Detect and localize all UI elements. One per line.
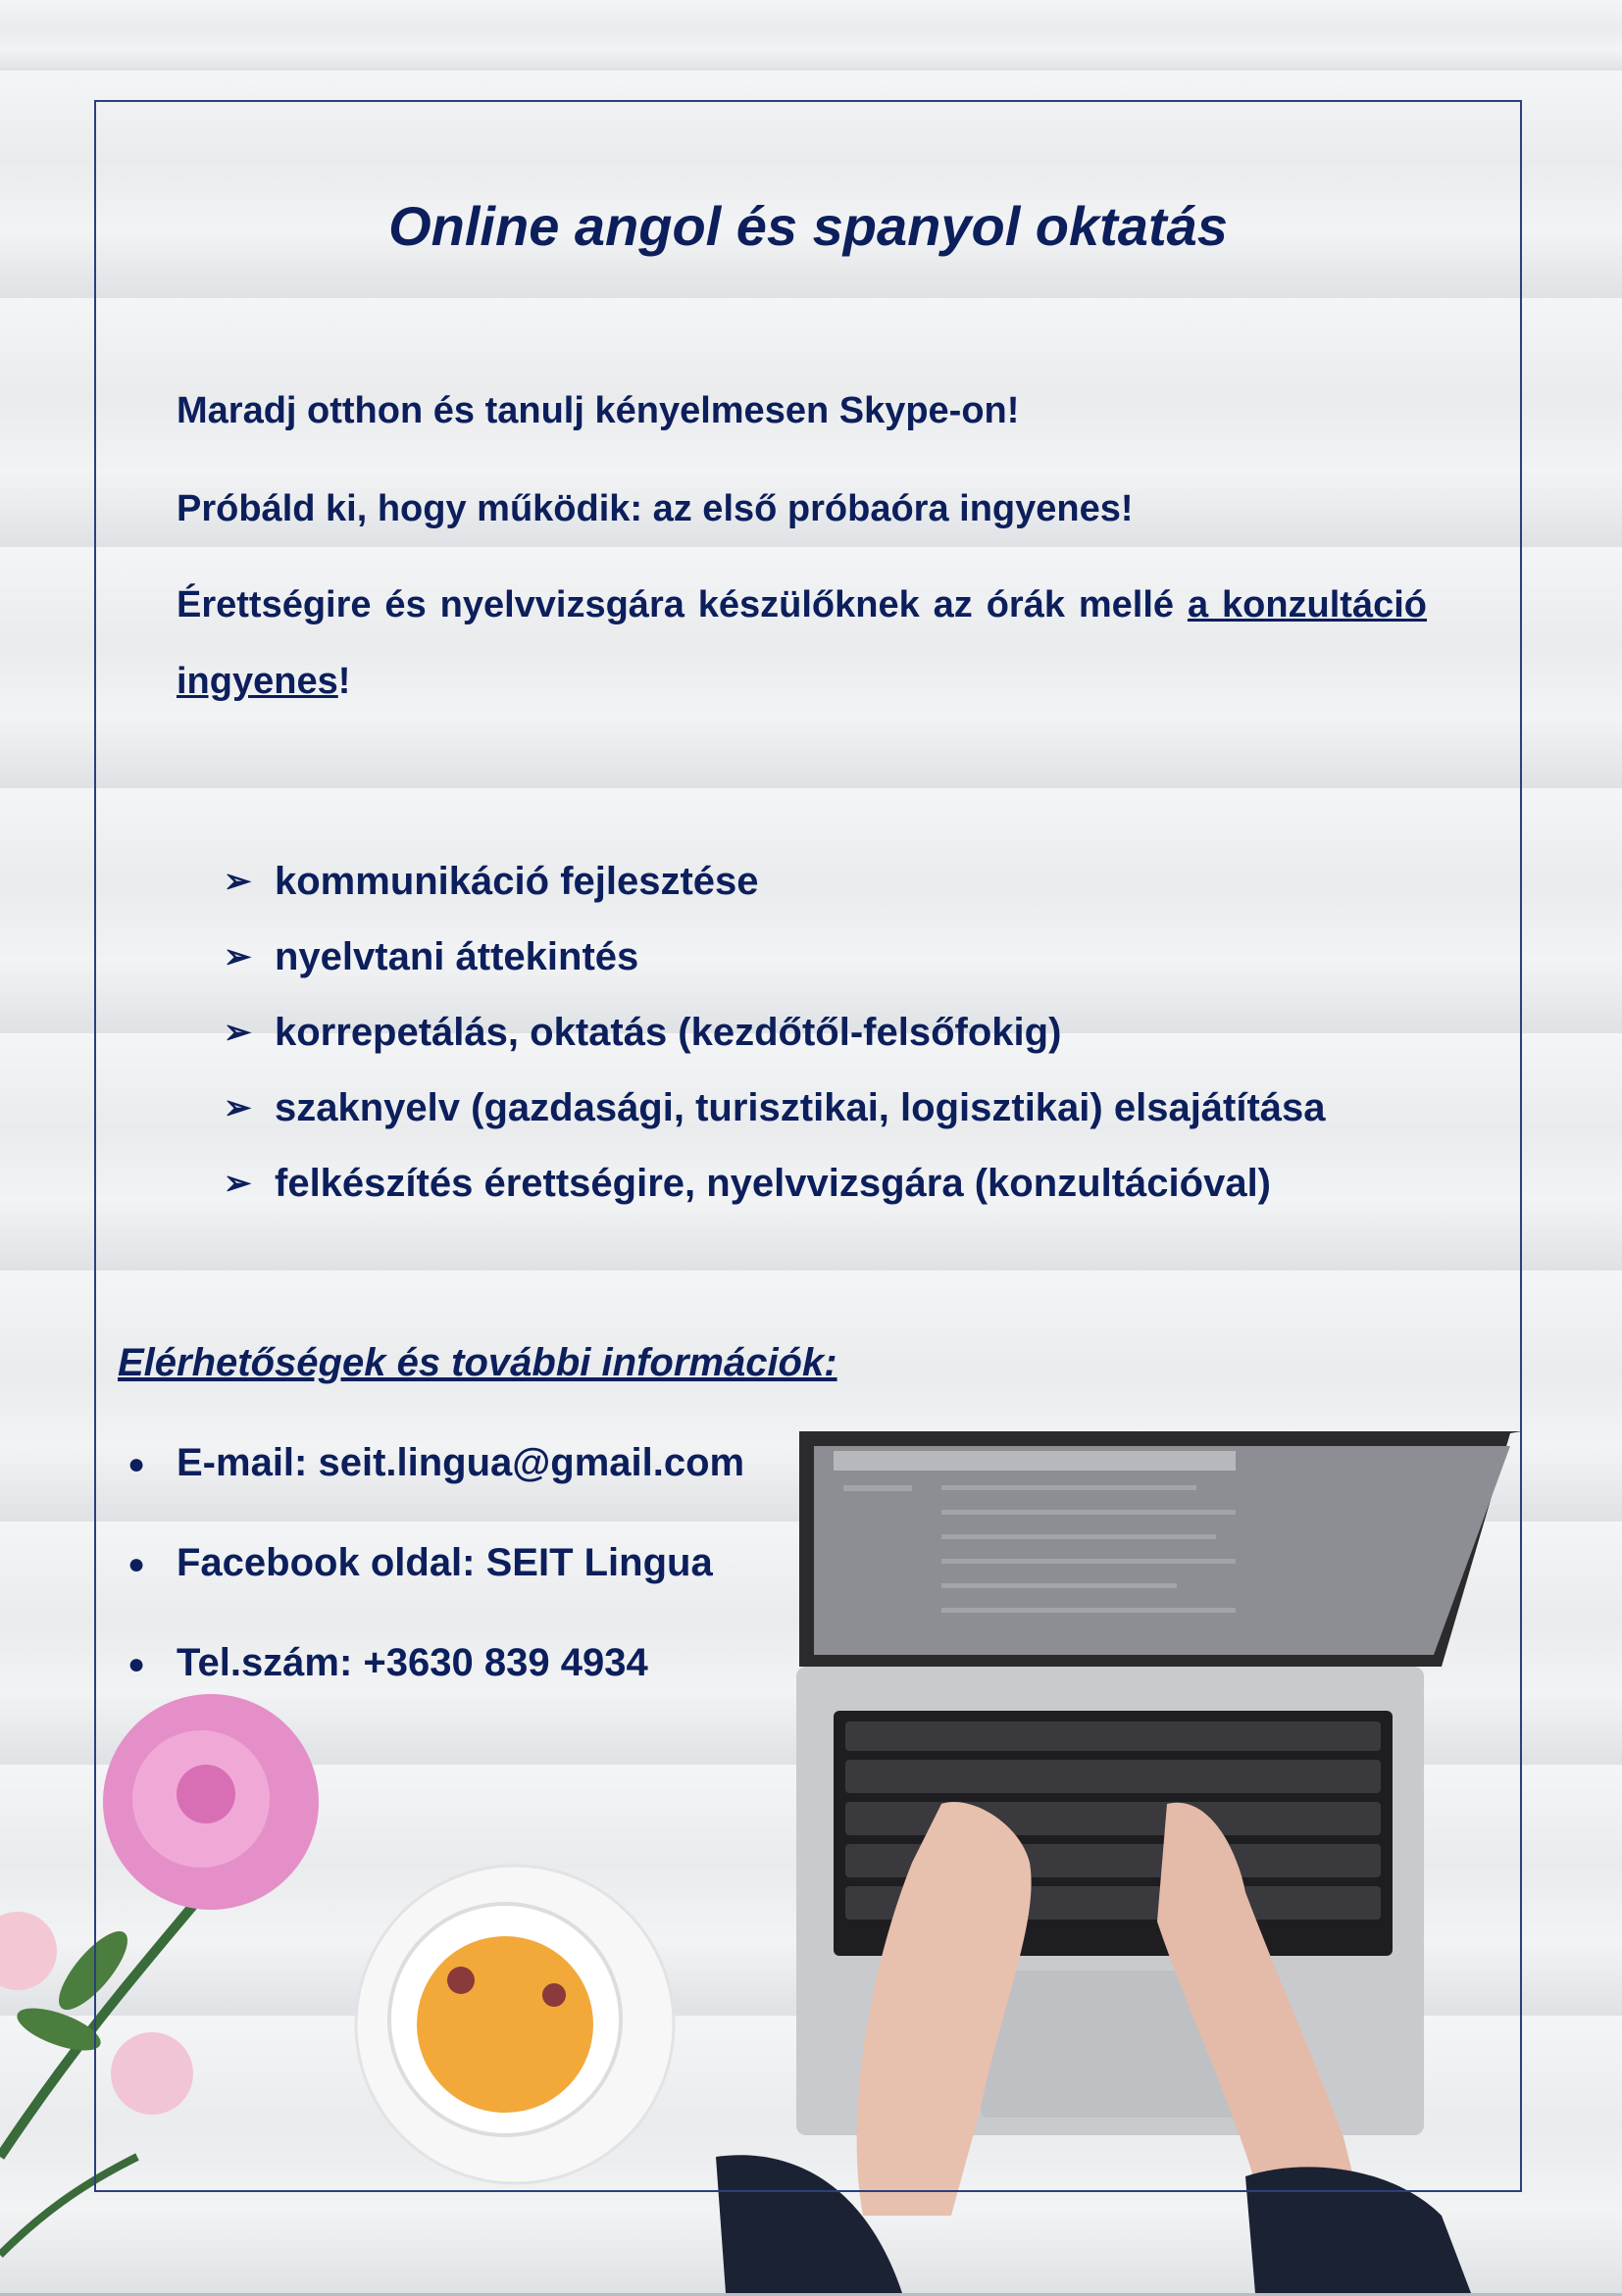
list-item: ➢ felkészítés érettségire, nyelvvizsgára (konzultációval) xyxy=(224,1145,1326,1221)
bullet-icon: ● xyxy=(127,1648,146,1680)
list-item: ➢ korrepetálás, oktatás (kezdőtől-felsőfokig) xyxy=(224,994,1326,1070)
list-item: ➢ nyelvtani áttekintés xyxy=(224,919,1326,994)
arrow-bullet-icon: ➢ xyxy=(224,937,252,975)
page-title: Online angol és spanyol oktatás xyxy=(388,195,1228,257)
arrow-bullet-icon: ➢ xyxy=(224,1013,252,1051)
contact-list xyxy=(127,1441,744,1741)
bullet-icon: ● xyxy=(127,1548,146,1580)
bullet-icon: ● xyxy=(127,1448,146,1480)
contact-email[interactable]: ● E-mail: seit.lingua@gmail.com xyxy=(127,1441,744,1541)
intro-line-3 xyxy=(177,567,1427,720)
intro-line-3-underlined: a konzultáció ingyenes xyxy=(177,584,1427,702)
contact-heading: Elérhetőségek és további információk: xyxy=(118,1341,837,1384)
intro-line-1: Maradj otthon és tanulj kényelmesen Skype-on! xyxy=(177,390,1020,431)
arrow-bullet-icon: ➢ xyxy=(224,1164,252,1202)
services-list xyxy=(224,843,1326,1221)
intro-line-2: Próbáld ki, hogy működik: az első próbaóra ingyenes! xyxy=(177,488,1134,529)
intro-line-3-text: Érettségire és nyelvvizsgára készülőknek az órák mellé xyxy=(177,584,1188,625)
arrow-bullet-icon: ➢ xyxy=(224,862,252,900)
arrow-bullet-icon: ➢ xyxy=(224,1088,252,1126)
list-item: ➢ szaknyelv (gazdasági, turisztikai, logisztikai) elsajátítása xyxy=(224,1070,1326,1145)
contact-phone[interactable]: ● Tel.szám: +3630 839 4934 xyxy=(127,1641,744,1741)
intro-line-3-end: ! xyxy=(337,661,351,702)
contact-facebook[interactable]: ● Facebook oldal: SEIT Lingua xyxy=(127,1541,744,1641)
list-item: ➢ kommunikáció fejlesztése xyxy=(224,843,1326,919)
